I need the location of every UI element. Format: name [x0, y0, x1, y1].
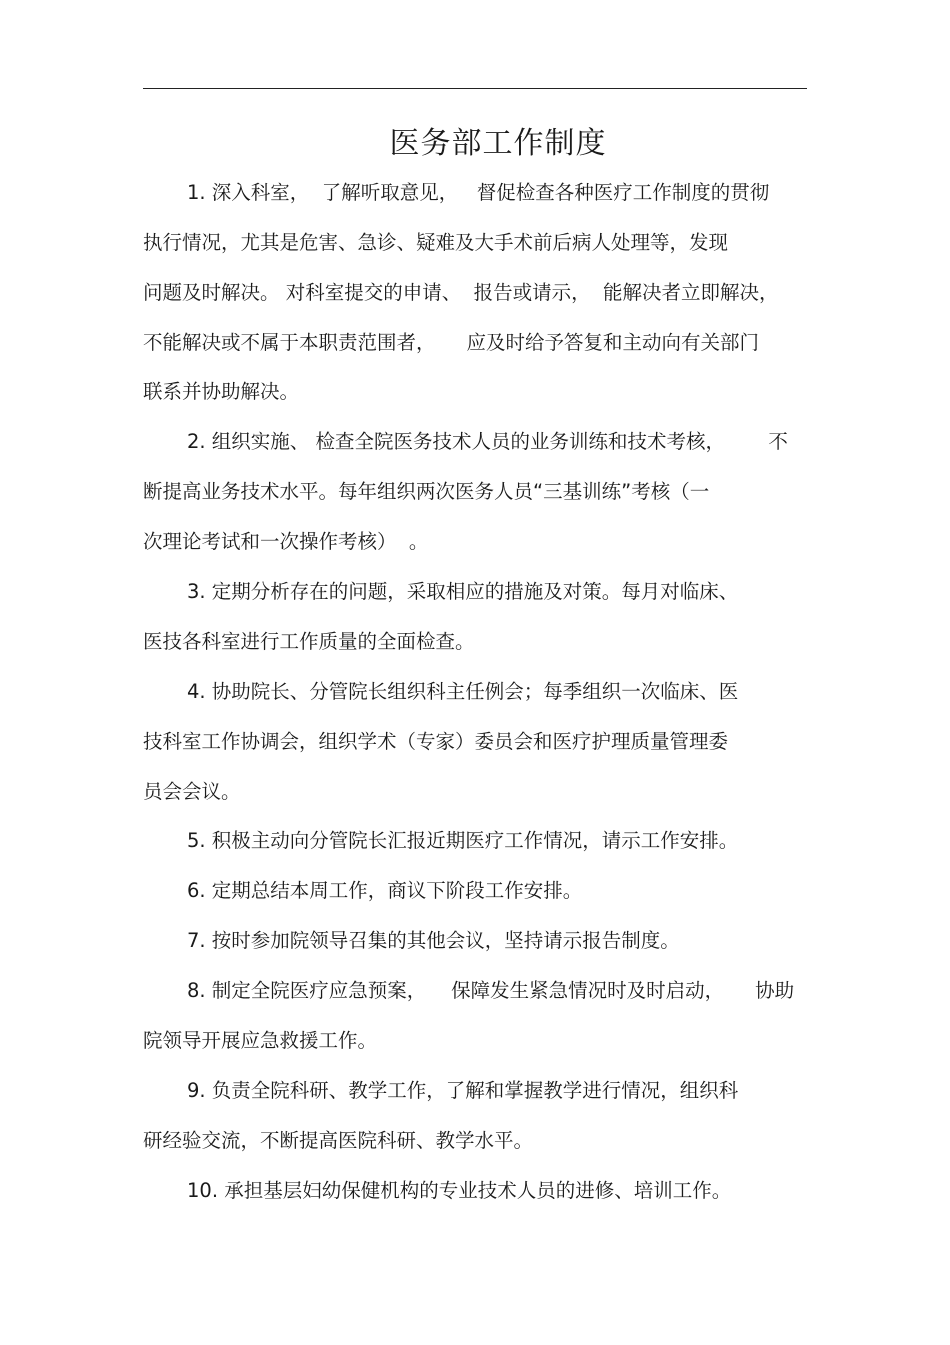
body-line: 执行情况，尤其是危害、急诊、疑难及大手术前后病人处理等，发现	[143, 231, 729, 254]
body-line: 问题及时解决。 对科室提交的申请、 报告或请示， 能解决者立即解决，	[143, 281, 779, 304]
body-line: 2. 组织实施、 检查全院医务技术人员的业务训练和技术考核， 不	[187, 430, 788, 453]
body-line: 1. 深入科室， 了解听取意见， 督促检查各种医疗工作制度的贯彻	[187, 181, 770, 204]
body-line: 5. 积极主动向分管院长汇报近期医疗工作情况，请示工作安排。	[187, 829, 739, 852]
body-line: 断提高业务技术水平。每年组织两次医务人员“三基训练”考核（一	[143, 480, 710, 503]
body-line: 不能解决或不属于本职责范围者， 应及时给予答复和主动向有关部门	[143, 331, 759, 354]
body-line: 联系并协助解决。	[143, 380, 300, 403]
body-line: 4. 协助院长、分管院长组织科主任例会；每季组织一次临床、医	[187, 680, 739, 703]
body-line: 员会会议。	[143, 780, 241, 803]
body-line: 8. 制定全院医疗应急预案， 保障发生紧急情况时及时启动， 协助	[187, 979, 795, 1002]
body-line: 9. 负责全院科研、教学工作，了解和掌握教学进行情况，组织科	[187, 1079, 739, 1102]
body-line: 6. 定期总结本周工作，商议下阶段工作安排。	[187, 879, 583, 902]
body-line: 院领导开展应急救援工作。	[143, 1029, 378, 1052]
header-rule	[143, 88, 807, 89]
body-line: 医技各科室进行工作质量的全面检查。	[143, 630, 475, 653]
body-line: 次理论考试和一次操作考核） 。	[143, 530, 429, 553]
body-line: 研经验交流，不断提高医院科研、教学水平。	[143, 1129, 534, 1152]
body-line: 3. 定期分析存在的问题，采取相应的措施及对策。每月对临床、	[187, 580, 739, 603]
body-line: 10. 承担基层妇幼保健机构的专业技术人员的进修、培训工作。	[187, 1179, 732, 1202]
document-title: 医务部工作制度	[389, 126, 607, 161]
body-line: 技科室工作协调会，组织学术（专家）委员会和医疗护理质量管理委	[143, 730, 729, 753]
body-line: 7. 按时参加院领导召集的其他会议，坚持请示报告制度。	[187, 929, 680, 952]
